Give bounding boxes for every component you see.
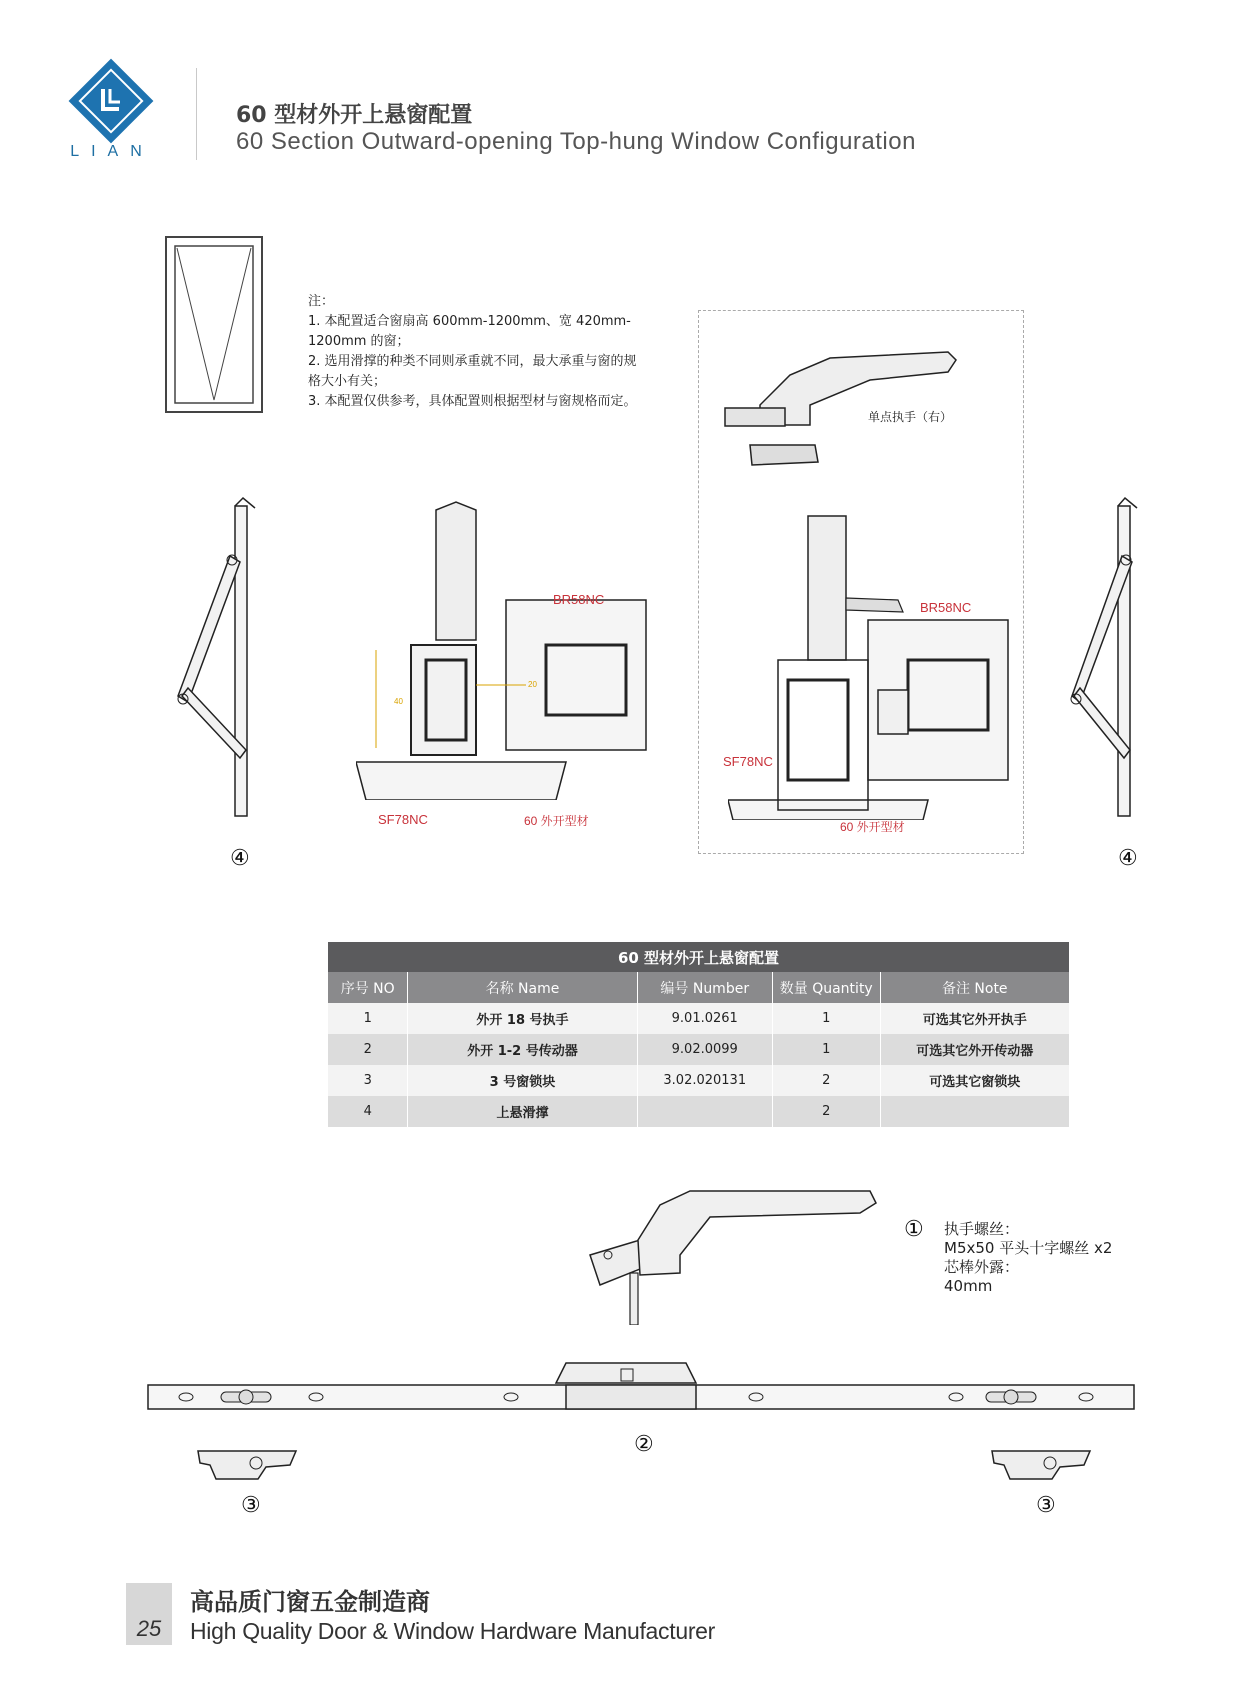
cell-quantity: 2	[772, 1096, 880, 1127]
table-row	[328, 1034, 1070, 1065]
cell-no: 3	[328, 1065, 408, 1096]
table-header-note: 备注 Note	[880, 972, 1069, 1003]
marker-4-right: ④	[1118, 846, 1138, 871]
cell-number	[637, 1096, 772, 1127]
table-row	[328, 1065, 1070, 1096]
notes-heading: 注：	[308, 294, 335, 309]
cell-name: 上悬滑撑	[408, 1096, 637, 1127]
cross-section-left	[356, 500, 656, 800]
top-hung-stay-right	[1050, 496, 1160, 826]
marker-3-left: ③	[241, 1493, 261, 1518]
cell-no: 2	[328, 1034, 408, 1065]
notes-line: 3. 本配置仅供参考，具体配置则根据型材与窗规格而定。	[308, 394, 637, 409]
cell-note	[880, 1096, 1069, 1127]
page-title-cn: 60 型材外开上悬窗配置	[236, 103, 473, 128]
table-title: 60 型材外开上悬窗配置	[328, 942, 1070, 972]
lock-block-left	[196, 1443, 306, 1483]
footer-slogan-cn: 高品质门窗五金制造商	[190, 1588, 430, 1616]
dim-40: 40	[394, 697, 403, 706]
top-hung-stay-left	[160, 496, 270, 826]
handle-screw-note	[944, 1220, 1112, 1296]
marker-1: ①	[904, 1217, 924, 1242]
cell-quantity: 1	[772, 1003, 880, 1034]
table-header-number: 编号 Number	[637, 972, 772, 1003]
cell-number: 9.02.0099	[637, 1034, 772, 1065]
footer-slogan-en: High Quality Door & Window Hardware Manufacturer	[190, 1618, 716, 1644]
notes-line: 2. 选用滑撑的种类不同则承重就不同，最大承重与窗的规	[308, 354, 637, 369]
page-title-en: 60 Section Outward-opening Top-hung Window Configuration	[236, 128, 916, 155]
table-header-quantity: 数量 Quantity	[772, 972, 880, 1003]
table-header-name: 名称 Name	[408, 972, 637, 1003]
cell-note: 可选其它窗锁块	[880, 1065, 1069, 1096]
label-br58nc-right: BR58NC	[920, 600, 972, 615]
outward-handle-drawing	[570, 1185, 890, 1325]
dim-20: 20	[528, 680, 537, 689]
handle-note-line: 40mm	[944, 1277, 993, 1295]
table-row	[328, 1003, 1070, 1034]
cell-name: 外开 18 号执手	[408, 1003, 637, 1034]
cell-name: 3 号窗锁块	[408, 1065, 637, 1096]
cell-number: 9.01.0261	[637, 1003, 772, 1034]
cell-name: 外开 1-2 号传动器	[408, 1034, 637, 1065]
table-row	[328, 1096, 1070, 1127]
page-number: 25	[136, 1616, 162, 1641]
cell-note: 可选其它外开执手	[880, 1003, 1069, 1034]
cell-no: 4	[328, 1096, 408, 1127]
cell-note: 可选其它外开传动器	[880, 1034, 1069, 1065]
header-divider	[196, 68, 197, 160]
label-sf78nc-left: SF78NC	[378, 812, 428, 827]
marker-4-left: ④	[230, 846, 250, 871]
table-header-no: 序号 NO	[328, 972, 408, 1003]
notes-line: 1. 本配置适合窗扇高 600mm-1200mm、宽 420mm-	[308, 314, 631, 329]
cell-quantity: 2	[772, 1065, 880, 1096]
label-profile-left: 60 外开型材	[524, 814, 589, 828]
handle-note-line: 芯棒外露：	[944, 1258, 1020, 1276]
cell-quantity: 1	[772, 1034, 880, 1065]
notes	[308, 292, 688, 412]
handle-note-line: 执手螺丝：	[944, 1220, 1020, 1238]
brand-name: LIAN	[70, 143, 154, 160]
label-sf78nc-right: SF78NC	[723, 754, 773, 769]
cell-number: 3.02.020131	[637, 1065, 772, 1096]
lock-block-right	[990, 1443, 1100, 1483]
gearbox-drawing	[146, 1355, 1136, 1425]
lian-logo	[66, 56, 156, 156]
handle-note-line: M5x50 平头十字螺丝 x2	[944, 1239, 1113, 1257]
marker-2: ②	[634, 1432, 654, 1457]
label-br58nc-left: BR58NC	[553, 592, 605, 607]
window-schematic	[165, 236, 265, 416]
marker-3-right: ③	[1036, 1493, 1056, 1518]
notes-line: 格大小有关；	[308, 374, 387, 389]
notes-line: 1200mm 的窗；	[308, 334, 410, 349]
cell-no: 1	[328, 1003, 408, 1034]
handle-label: 单点执手（右）	[868, 410, 953, 424]
label-profile-right: 60 外开型材	[840, 820, 905, 834]
config-table	[328, 942, 1070, 1127]
cross-section-right	[728, 510, 1028, 820]
